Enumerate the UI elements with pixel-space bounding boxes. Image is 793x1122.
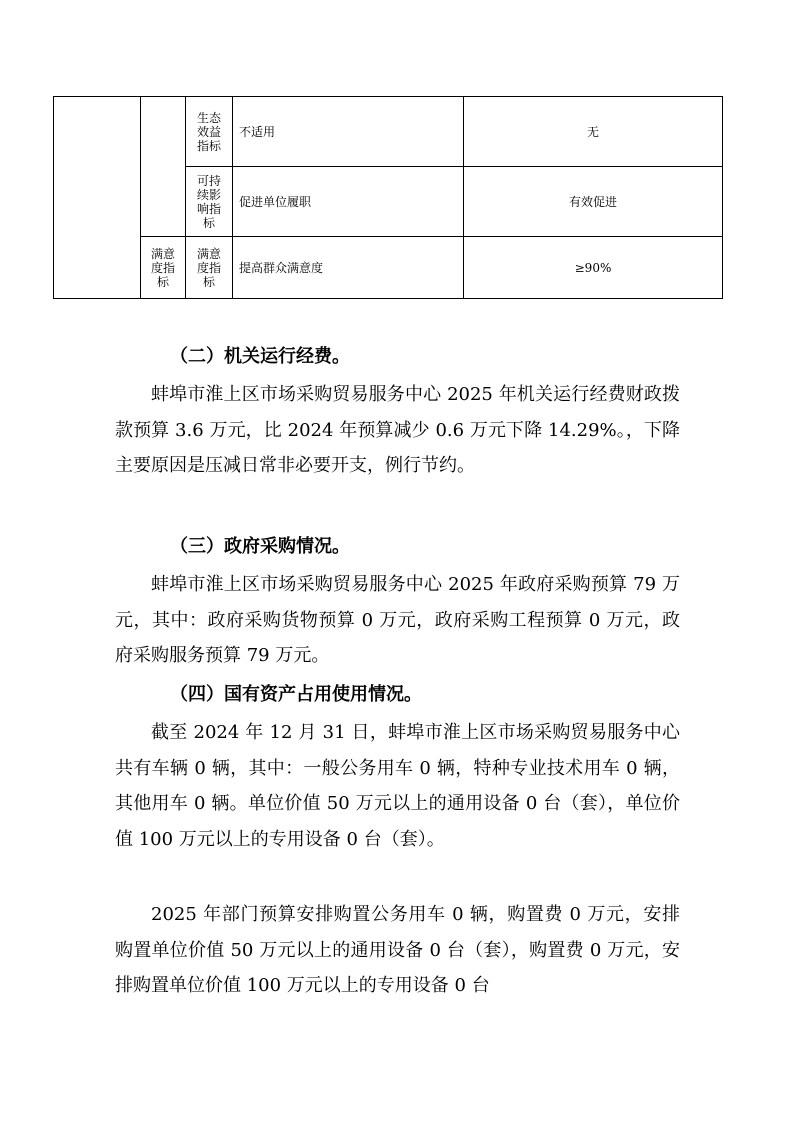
operating-expenses-paragraph: 蚌埠市淮上区市场采购贸易服务中心 2025 年机关运行经费财政拨款预算 3.6 万元，比 2024 年预算减少 0.6 万元下降 14.29%。，下降主要原因是压减日常非必要开支，例行节约。 (115, 384, 680, 476)
table-cell-blank (141, 97, 186, 237)
cell-text-line: 响指 (196, 201, 221, 216)
cell-text-line: 满意 (150, 246, 175, 261)
indicator-value-cell: 无 (464, 97, 723, 167)
asset-purchase-paragraph: 2025 年部门预算安排购置公务用车 0 辆，购置费 0 万元，安排购置单位价值 50 万元以上的通用设备 0 台（套），购置费 0 万元，安排购置单位价值 100 万元以上的专用设备 0 台 (115, 904, 680, 996)
table-row (54, 237, 723, 299)
cell-text-line: 标 (202, 215, 215, 230)
cell-text-line: 度指 (196, 260, 221, 275)
cell-text-line: 标 (156, 274, 169, 289)
section-heading-state-assets: （四）国有资产占用使用情况。 (170, 684, 422, 705)
cell-text-line: 续影 (196, 187, 221, 202)
performance-indicator-table (53, 96, 723, 299)
cell-text-line: 满意 (196, 246, 221, 261)
section-heading-operating-expenses: （二）机关运行经费。 (170, 346, 350, 367)
cell-text-line: 生态 (196, 110, 221, 125)
table-row (54, 97, 723, 167)
indicator-name-cell (186, 97, 233, 167)
indicator-content-cell: 不适用 (233, 97, 464, 167)
cell-text-line: 指标 (196, 138, 221, 153)
procurement-paragraph: 蚌埠市淮上区市场采购贸易服务中心 2025 年政府采购预算 79 万元，其中：政府采购货物预算 0 万元，政府采购工程预算 0 万元，政府采购服务预算 79 万元。 (115, 574, 680, 666)
cell-text-line: 效益 (196, 124, 221, 139)
indicator-category-cell (141, 237, 186, 299)
indicator-content-cell: 提高群众满意度 (233, 237, 464, 299)
cell-text-line: 可持 (196, 173, 221, 188)
indicator-name-cell (186, 237, 233, 299)
cell-text-line: 度指 (150, 260, 175, 275)
indicator-value-cell: 有效促进 (464, 167, 723, 237)
indicator-value-cell: ≥90% (464, 237, 723, 299)
state-assets-paragraph: 截至 2024 年 12 月 31 日，蚌埠市淮上区市场采购贸易服务中心共有车辆 0 辆，其中：一般公务用车 0 辆，特种专业技术用车 0 辆，其他用车 0 辆。单位价值 50 万元以上的通用设备 0 台（套），单位价值 100 万元以上的专用设备 0 台（套）。 (115, 722, 680, 850)
indicator-name-cell (186, 167, 233, 237)
indicator-content-cell: 促进单位履职 (233, 167, 464, 237)
cell-text-line: 标 (202, 274, 215, 289)
section-heading-procurement: （三）政府采购情况。 (170, 536, 350, 557)
table-cell-blank (54, 97, 141, 299)
